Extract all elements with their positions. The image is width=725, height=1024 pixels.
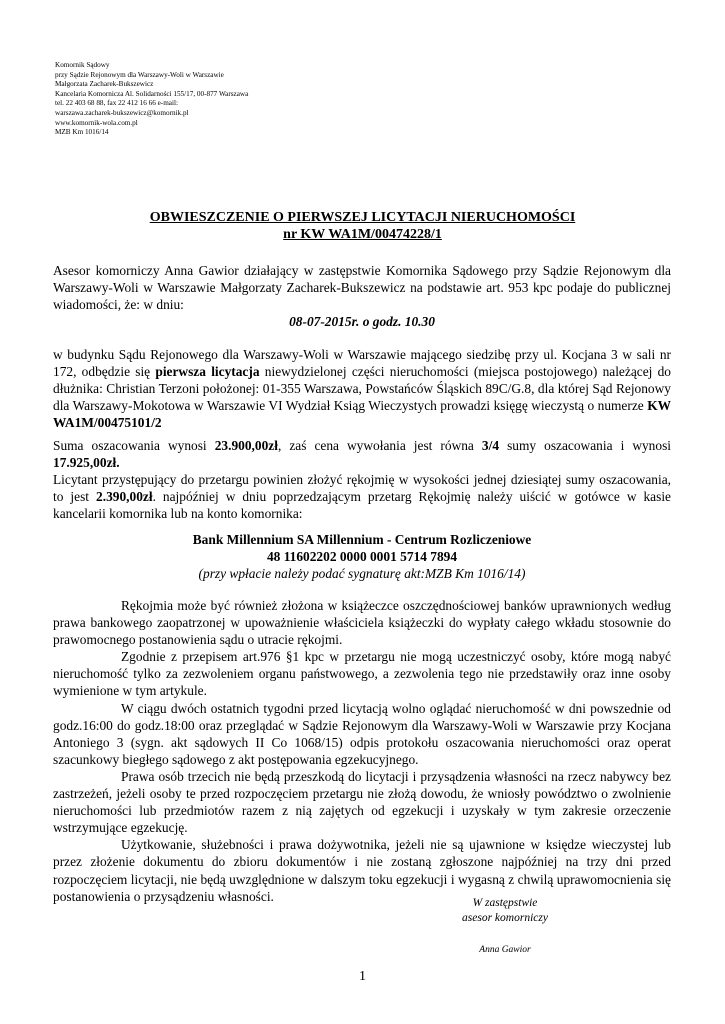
- notice-title: [0, 209, 725, 243]
- paragraph-art-976: Zgodnie z przepisem art.976 §1 kpc w przetargu nie mogą uczestniczyć osoby, które mogą nabyć nieruchomość tylko za zezwoleniem organu państwowego, a zezwolenia tego nie przedstawiły oraz inne osoby wymienione w tym artykule.: [53, 649, 671, 699]
- valuation-text-2: , zaś cena wywołania jest równa: [277, 438, 482, 453]
- location-text-2: niewydzielonej części nieruchomości (miejsca postojowego) należącej do dłużnika: Christian Terzoni położonej: 01-355 Warszawa, Powstańców Śląskich 89C/G.8, dla której Sąd Rejonowy dla Warszawy-Mokotowa w Warszawie VI Wydział Ksiąg Wieczystych prowadzi księgę wieczystą o numerze: [53, 364, 671, 414]
- title-line-1: OBWIESZCZENIE O PIERWSZEJ LICYTACJI NIERUCHOMOŚCI: [149, 210, 576, 225]
- bank-name: Bank Millennium SA Millennium - Centrum Rozliczeniowe: [192, 532, 532, 547]
- signature-block: [440, 896, 570, 926]
- paragraph-deposit-booklet: Rękojmia może być również złożona w książeczce oszczędnościowej banków uprawnionych według prawa bankowego zaopatrzonej w upoważnienie właściciela książeczki do wypłaty całego wkładu stosownie do prawomocnego postanowienia sądu o utracie rękojmi.: [53, 598, 671, 648]
- signature-line-1: W zastępstwie: [472, 897, 538, 909]
- legal-paragraphs: [53, 597, 671, 905]
- intro-paragraph: [53, 262, 671, 330]
- paragraph-inspection: W ciągu dwóch ostatnich tygodni przed licytacją wolno oglądać nieruchomość w dni powszednie od godz.16:00 do godz.18:00 oraz przeglądać w Sądzie Rejonowym dla Warszawy-Woli w Warszawie przy Kocjana Antoniego 3 (sygn. akt sądowych II Co 1068/15) odpis protokołu oszacowania nieruchomości oraz operat szacunkowy biegłego sądowego z akt postępowania egzekucyjnego.: [53, 700, 671, 767]
- letterhead-line: Komornik Sądowy: [55, 61, 110, 69]
- intro-text: Asesor komorniczy Anna Gawior działający w zastępstwie Komornika Sądowego przy Sądzie Rejonowym dla Warszawy-Woli w Warszawie Małgorzaty Zacharek-Bukszewicz na podstawie art. 953 kpc podaje do publicznej wiadomości, że: w dniu:: [53, 263, 671, 313]
- letterhead-line: MZB Km 1016/14: [55, 128, 109, 137]
- auction-date: 08-07-2015r. o godz. 10.30: [289, 314, 435, 330]
- signature-line-2: asesor komorniczy: [462, 912, 548, 924]
- payment-reference-note: (przy wpłacie należy podać sygnaturę akt:MZB Km 1016/14): [198, 566, 526, 582]
- deposit-text-1: Licytant przystępujący do przetargu powinien złożyć rękojmię w wysokości jednej dziesiątej sumy oszacowania, to jest: [53, 472, 671, 505]
- valuation-paragraph: [53, 437, 671, 522]
- location-text-1: w budynku Sądu Rejonowego dla Warszawy-Woli w Warszawie mającego siedzibę przy ul. Kocjana 3 w sali nr 172, odbędzie się: [53, 347, 671, 380]
- deposit-text-2: . najpóźniej w dniu poprzedzającym przetarg Rękojmię należy uiścić w gotówce w kasie kancelarii komornika lub na konto komornika:: [53, 489, 672, 522]
- letterhead-line: warszawa.zacharek-bukszewicz@komornik.pl: [55, 108, 189, 117]
- letterhead-line: tel. 22 403 68 88, fax 22 412 16 66 e-mail:: [55, 99, 178, 108]
- first-auction-label: pierwsza licytacja: [155, 364, 260, 380]
- letterhead-line: Kancelaria Komornicza Al. Solidarności 155/17, 00-877 Warszawa: [55, 89, 249, 98]
- bank-account-number: 48 11602202 0000 0001 5714 7894: [266, 549, 458, 565]
- deposit-amount: 2.390,00zł: [96, 489, 153, 505]
- paragraph-usufruct: Użytkowanie, służebności i prawa dożywotnika, jeżeli nie są ujawnione w księdze wieczystej lub przez złożenie dokumentu do zbioru dokumentów i nie zostaną zgłoszone najpóźniej na trzy dni przed rozpoczęciem licytacji, nie będą uwzględnione w dalszym toku egzekucji i wygasną z chwilą uprawomocnienia się postanowienia o przysądzeniu własności.: [53, 837, 671, 904]
- valuation-fraction: 3/4: [481, 438, 500, 453]
- page-number: 1: [359, 969, 366, 984]
- letterhead-line: Małgorzata Zacharek-Bukszewicz: [55, 80, 154, 89]
- paragraph-third-party-rights: Prawa osób trzecich nie będą przeszkodą do licytacji i przysądzenia własności na rzecz nabywcy bez zastrzeżeń, jeżeli osoby te przed rozpoczęciem przetargu nie złożą dowodu, że wniosły powództwo o zwolnienie nieruchomości lub przedmiotów razem z nią zajętych od egzekucji i uzyskały w tym zakresie orzeczenie wstrzymujące egzekucję.: [53, 768, 671, 836]
- land-register-number: KW WA1M/00475101/2: [53, 398, 671, 431]
- title-line-2: nr KW WA1M/00474228/1: [283, 227, 442, 242]
- valuation-text-1: Suma oszacowania wynosi: [53, 438, 215, 453]
- location-paragraph: [53, 346, 671, 431]
- letterhead-line: www.komornik-wola.com.pl: [55, 118, 138, 127]
- starting-price: 17.925,00zł.: [53, 455, 120, 471]
- valuation-text-3: sumy oszacowania i wynosi: [499, 438, 672, 453]
- bailiff-letterhead: [55, 61, 248, 138]
- bank-details: [53, 531, 671, 582]
- letterhead-line: przy Sądzie Rejonowym dla Warszawy-Woli w Warszawie: [55, 70, 224, 79]
- signature-name: Anna Gawior: [479, 945, 531, 955]
- valuation-sum: 23.900,00zł: [214, 438, 278, 453]
